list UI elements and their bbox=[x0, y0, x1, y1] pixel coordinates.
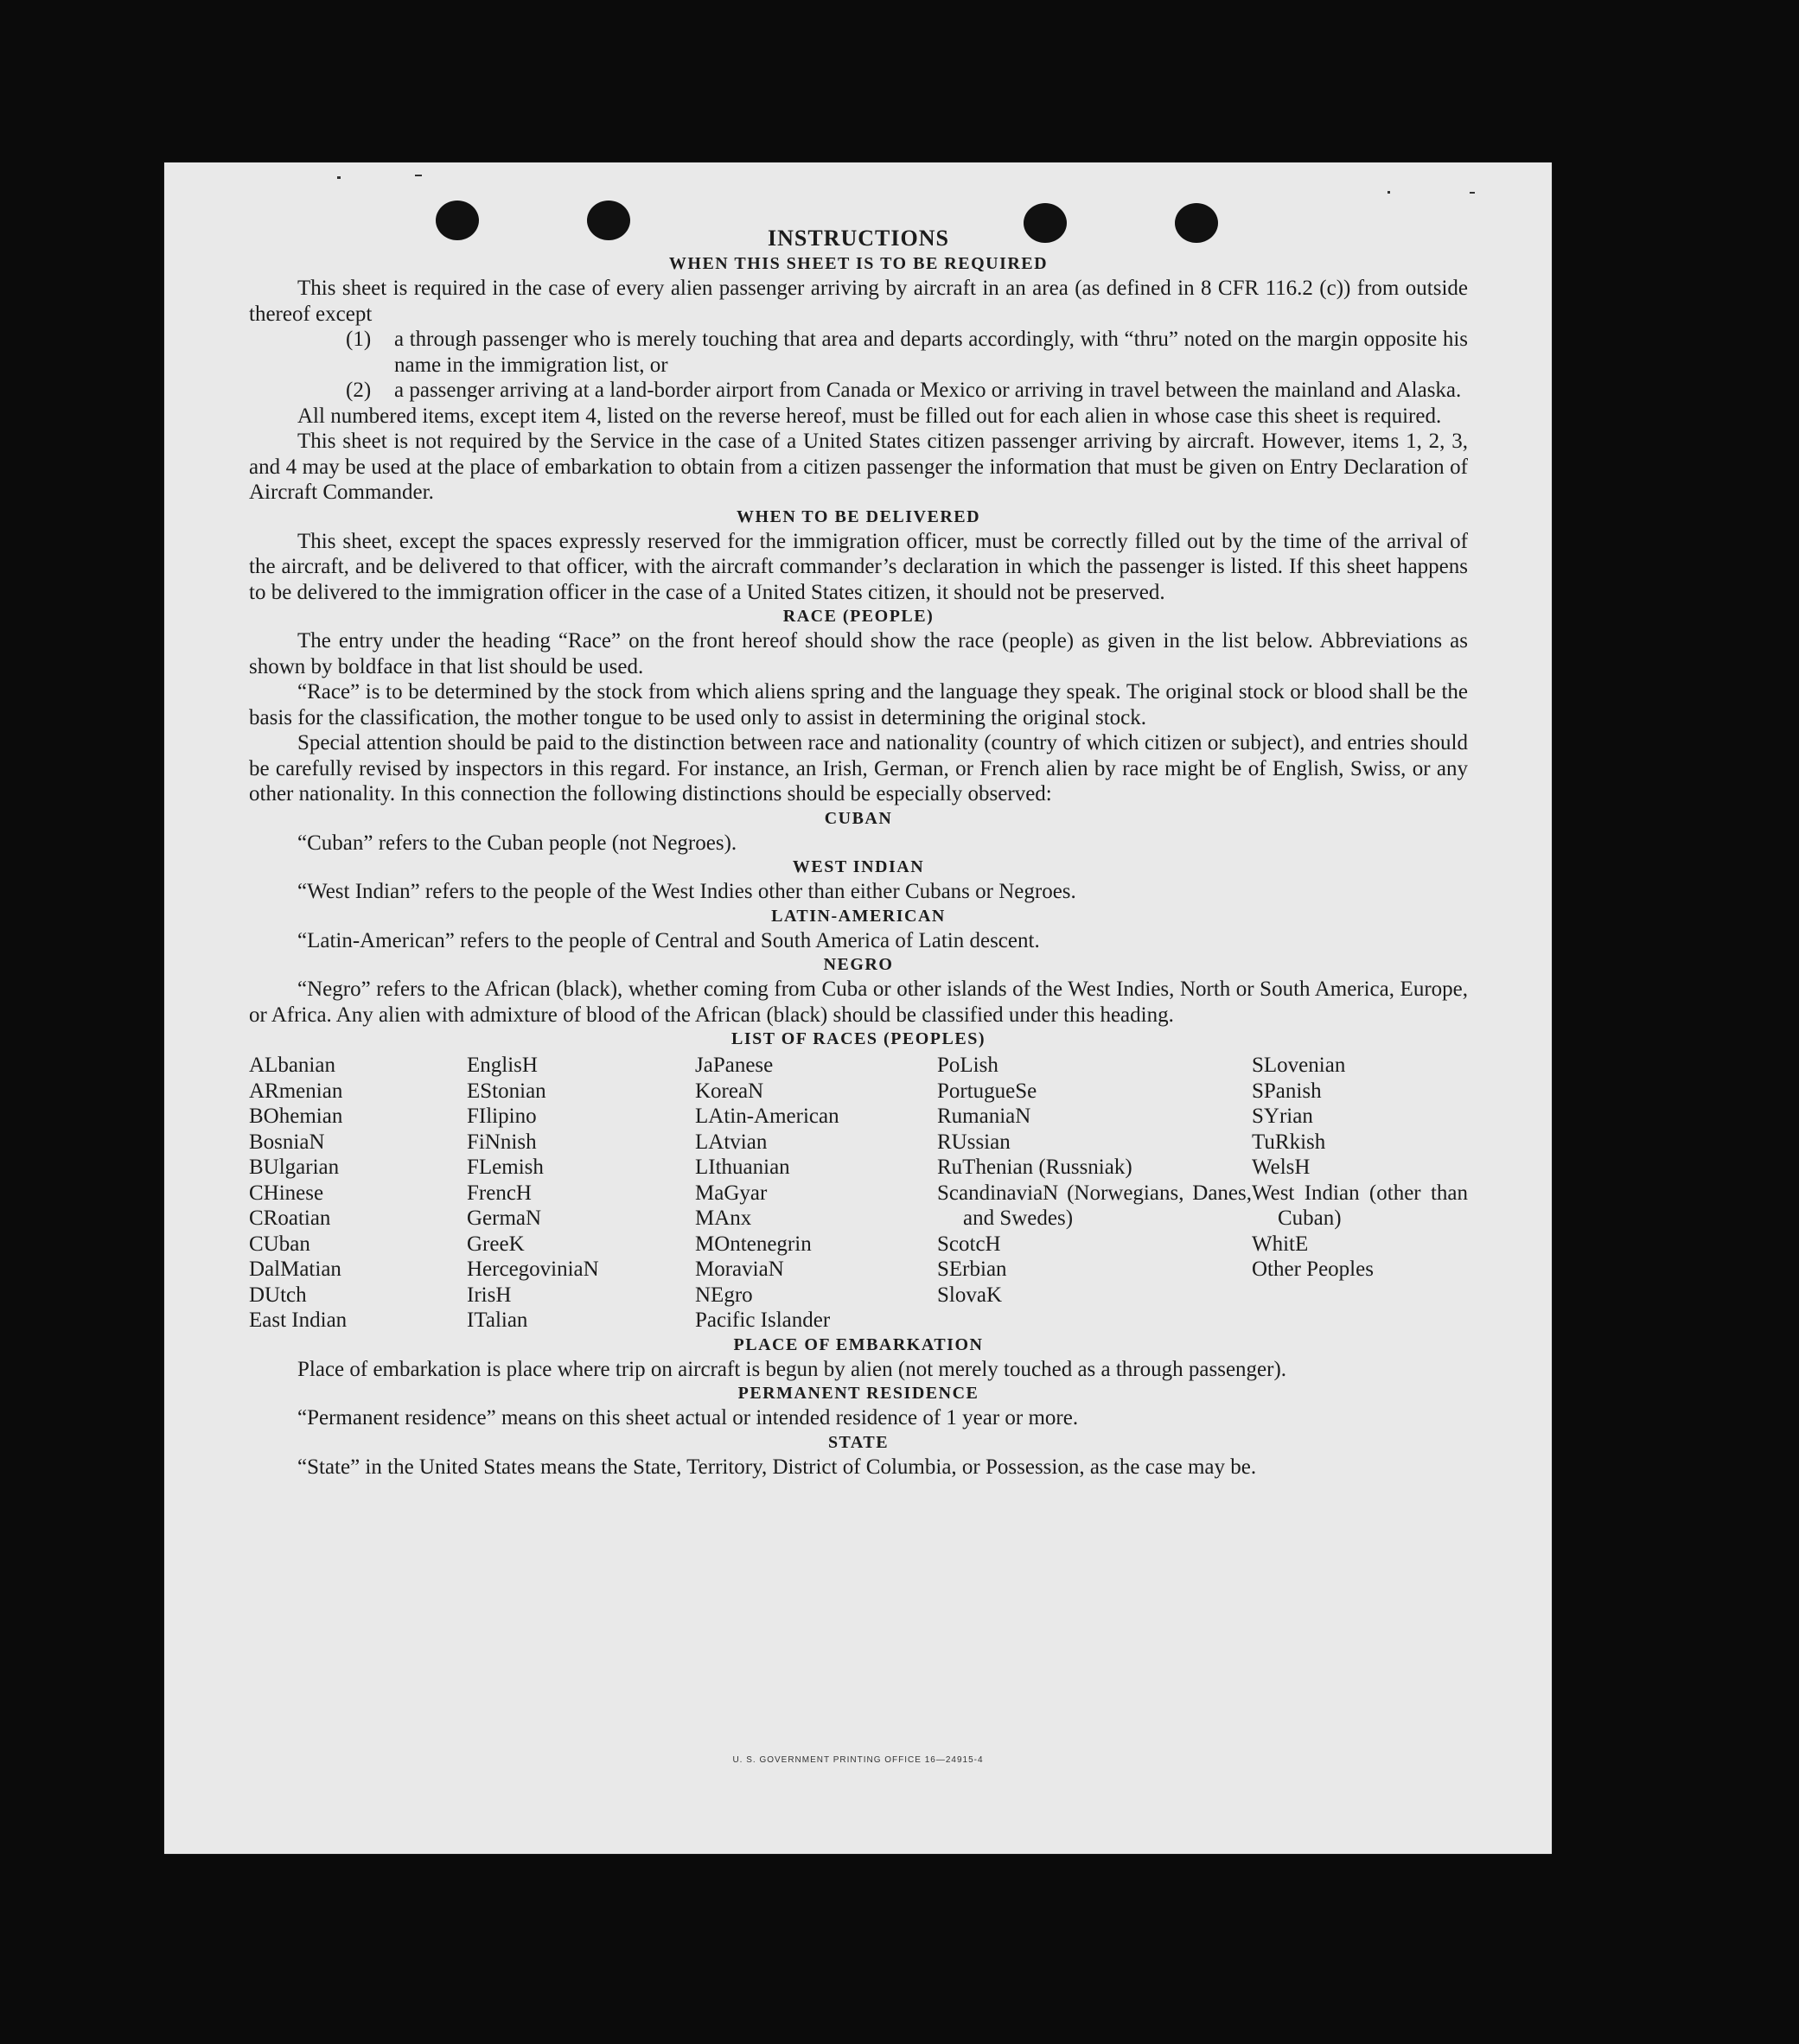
race-item: SLovenian bbox=[1252, 1054, 1346, 1077]
race-item: MOntenegrin bbox=[695, 1232, 812, 1256]
race-paragraph-2: “Race” is to be determined by the stock from which aliens spring and the language they speak. The original stock or blood shall be the basis for the classification, the mother tongue to be used only to assist in determining the original stock. bbox=[249, 680, 1468, 729]
section-heading-races-list: LIST OF RACES (PEOPLES) bbox=[730, 1029, 986, 1048]
race-item: MAnx bbox=[695, 1207, 752, 1230]
race-paragraph-1: The entry under the heading “Race” on the front hereof should show the race (people) as given in the list below. Abbreviations as shown by boldface in that list should be used. bbox=[249, 629, 1468, 678]
race-item: HercegoviniaN bbox=[467, 1258, 599, 1281]
race-item: GreeK bbox=[467, 1232, 525, 1256]
races-column bbox=[937, 1053, 1252, 1334]
residence-paragraph: “Permanent residence” means on this sheet actual or intended residence of 1 year or more. bbox=[297, 1406, 1079, 1430]
required-paragraph-3: This sheet is not required by the Service in the case of a United States citizen passenger arriving by aircraft. However, items 1, 2, 3, and 4 may be used at the place of embarkation to obtain from a citizen passenger the information that must be given on Entry Declaration of Aircraft Commander. bbox=[249, 430, 1468, 504]
section-heading-residence: PERMANENT RESIDENCE bbox=[737, 1384, 979, 1403]
race-item: LIthuanian bbox=[695, 1156, 790, 1179]
race-item: MoraviaN bbox=[695, 1258, 784, 1281]
section-heading-required: WHEN THIS SHEET IS TO BE REQUIRED bbox=[668, 254, 1049, 273]
race-item: FiNnish bbox=[467, 1130, 537, 1154]
page-title: INSTRUCTIONS bbox=[768, 226, 949, 251]
race-item: GermaN bbox=[467, 1207, 542, 1230]
instructions-content bbox=[249, 225, 1468, 1480]
race-item: FIlipino bbox=[467, 1105, 537, 1128]
west-indian-paragraph: “West Indian” refers to the people of the West Indies other than either Cubans or Negroes. bbox=[297, 880, 1076, 903]
race-item: ALbanian bbox=[249, 1054, 335, 1077]
race-item: BUlgarian bbox=[249, 1156, 340, 1179]
races-column bbox=[467, 1053, 695, 1334]
race-item: West Indian (other than Cuban) bbox=[1252, 1181, 1468, 1230]
speck bbox=[1470, 192, 1475, 194]
race-item: FLemish bbox=[467, 1156, 544, 1179]
race-item: SPanish bbox=[1252, 1079, 1322, 1103]
race-item: RUssian bbox=[937, 1130, 1011, 1154]
printing-office-footer: U. S. GOVERNMENT PRINTING OFFICE 16—24915-4 bbox=[732, 1755, 984, 1765]
exception-text: a passenger arriving at a land-border airport from Canada or Mexico or arriving in travel between the mainland and Alaska. bbox=[394, 379, 1462, 402]
race-item: CUban bbox=[249, 1232, 310, 1256]
exception-text: a through passenger who is merely touching that area and departs accordingly, with “thru” noted on the margin opposite his name in the immigration list, or bbox=[394, 328, 1468, 377]
section-heading-west-indian: WEST INDIAN bbox=[792, 857, 925, 876]
section-heading-state: STATE bbox=[827, 1432, 890, 1452]
race-item: East Indian bbox=[249, 1309, 348, 1332]
race-item: RuThenian (Russniak) bbox=[937, 1156, 1132, 1179]
race-item: BOhemian bbox=[249, 1105, 343, 1128]
race-item: CRoatian bbox=[249, 1207, 331, 1230]
negro-paragraph: “Negro” refers to the African (black), whether coming from Cuba or other islands of the West Indies, North or South America, Europe, or Africa. Any alien with admixture of blood of the African (black) should be classified under this heading. bbox=[249, 977, 1468, 1027]
embarkation-paragraph: Place of embarkation is place where trip on aircraft is begun by alien (not merely touched as a through passenger). bbox=[297, 1357, 1287, 1381]
race-item: RumaniaN bbox=[937, 1105, 1031, 1128]
speck bbox=[337, 176, 341, 179]
exception-number: (1) bbox=[346, 328, 372, 351]
races-column bbox=[249, 1053, 467, 1334]
race-item: WhitE bbox=[1252, 1232, 1309, 1256]
cuban-paragraph: “Cuban” refers to the Cuban people (not Negroes). bbox=[297, 831, 737, 855]
race-item: SlovaK bbox=[937, 1283, 1002, 1307]
exception-item bbox=[249, 378, 1468, 404]
latin-american-paragraph: “Latin-American” refers to the people of Central and South America of Latin descent. bbox=[297, 928, 1040, 952]
section-heading-race: RACE (PEOPLE) bbox=[782, 607, 935, 626]
race-item: MaGyar bbox=[695, 1181, 768, 1205]
race-item: EnglisH bbox=[467, 1054, 538, 1077]
speck bbox=[415, 175, 422, 176]
section-heading-latin-american: LATIN-AMERICAN bbox=[771, 906, 946, 926]
section-heading-delivered: WHEN TO BE DELIVERED bbox=[736, 506, 981, 526]
race-item: DUtch bbox=[249, 1283, 307, 1307]
race-item: DalMatian bbox=[249, 1258, 341, 1281]
races-column bbox=[1252, 1053, 1468, 1334]
race-item: WelsH bbox=[1252, 1156, 1311, 1179]
race-item: LAtin-American bbox=[695, 1105, 839, 1128]
race-item: CHinese bbox=[249, 1181, 324, 1205]
race-item: PortugueSe bbox=[937, 1079, 1037, 1103]
races-column bbox=[695, 1053, 937, 1334]
required-intro: This sheet is required in the case of every alien passenger arriving by aircraft in an area (as defined in 8 CFR 116.2 (c)) from outside thereof except bbox=[249, 277, 1468, 326]
race-item: PoLish bbox=[937, 1054, 998, 1077]
state-paragraph: “State” in the United States means the State, Territory, District of Columbia, or Possession, as the case may be. bbox=[297, 1455, 1257, 1479]
exception-item bbox=[249, 327, 1468, 378]
document-page bbox=[164, 162, 1552, 1854]
race-paragraph-3: Special attention should be paid to the distinction between race and nationality (country of which citizen or subject), and entries should be carefully revised by inspectors in this regard. For instance, an Irish, German, or French alien by race might be of English, Swiss, or any other nationality. In this connection the following distinctions should be especially observed: bbox=[249, 731, 1468, 806]
section-heading-embarkation: PLACE OF EMBARKATION bbox=[733, 1334, 984, 1354]
race-item: EStonian bbox=[467, 1079, 546, 1103]
race-item: NEgro bbox=[695, 1283, 753, 1307]
race-item: ScotcH bbox=[937, 1232, 1001, 1256]
exception-number: (2) bbox=[346, 379, 372, 402]
race-item: ARmenian bbox=[249, 1079, 343, 1103]
race-item: IrisH bbox=[467, 1283, 512, 1307]
required-paragraph-2: All numbered items, except item 4, listed on the reverse hereof, must be filled out for each alien in whose case this sheet is required. bbox=[297, 404, 1442, 428]
race-item: TuRkish bbox=[1252, 1130, 1326, 1154]
delivered-paragraph: This sheet, except the spaces expressly reserved for the immigration officer, must be correctly filled out by the time of the arrival of the aircraft, and be delivered to that officer, with the aircraft commander’s declaration in which the passenger is listed. If this sheet happens to be delivered to the immigration officer in the case of a United States citizen, it should not be preserved. bbox=[249, 529, 1468, 604]
race-item: LAtvian bbox=[695, 1130, 768, 1154]
race-item: ITalian bbox=[467, 1309, 528, 1332]
race-item: JaPanese bbox=[695, 1054, 774, 1077]
race-item: SYrian bbox=[1252, 1105, 1313, 1128]
race-item: KoreaN bbox=[695, 1079, 764, 1103]
race-item: Pacific Islander bbox=[695, 1309, 831, 1332]
section-heading-cuban: CUBAN bbox=[824, 808, 893, 828]
races-list bbox=[249, 1053, 1468, 1334]
race-item: Other Peoples bbox=[1252, 1258, 1374, 1281]
race-item: SErbian bbox=[937, 1258, 1007, 1281]
race-item: ScandinaviaN (Norwegians, Danes, and Swedes) bbox=[937, 1181, 1252, 1230]
race-item: FrencH bbox=[467, 1181, 532, 1205]
section-heading-negro: NEGRO bbox=[823, 955, 894, 974]
exceptions-list bbox=[249, 327, 1468, 404]
speck bbox=[1388, 191, 1390, 194]
race-item: BosniaN bbox=[249, 1130, 325, 1154]
